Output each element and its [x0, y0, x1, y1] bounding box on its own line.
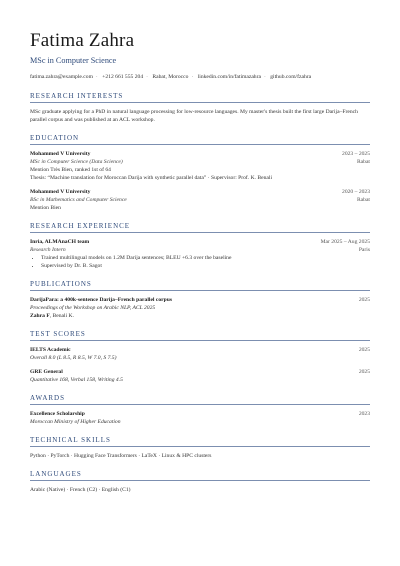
section-title-publications: PUBLICATIONS: [30, 280, 370, 291]
candidate-name: Fatima Zahra: [30, 30, 135, 51]
test-detail: Overall 8.0 (L 8.5, R 8.5, W 7.0, S 7.5): [30, 355, 117, 361]
award-detail: Moroccan Ministry of Higher Education: [30, 419, 121, 425]
institution-name: Mohammed V University: [30, 151, 91, 157]
education-detail: Mention Très Bien, ranked 1st of 64: [30, 167, 111, 173]
institution-name: Mohammed V University: [30, 189, 91, 195]
section-title-awards: AWARDS: [30, 394, 370, 405]
education-detail: Mention Bien: [30, 205, 61, 211]
candidate-subtitle: MSc in Computer Science: [30, 56, 117, 65]
entry-location: Paris: [358, 247, 370, 253]
test-detail: Quantitative 168, Verbal 158, Writing 4.5: [30, 377, 123, 383]
experience-bullets: [30, 254, 370, 270]
education-entry: [30, 188, 370, 212]
section-title-education: EDUCATION: [30, 134, 370, 145]
linkedin-link[interactable]: linkedin.com/in/fatimazahra: [197, 74, 261, 80]
degree-name: BSc in Mathematics and Computer Science: [30, 197, 127, 203]
publication-entry: [30, 296, 370, 320]
email-link[interactable]: fatima.zahra@example.com: [30, 74, 93, 80]
test-name: GRE General: [30, 369, 63, 375]
experience-entry: [30, 238, 370, 270]
contact-line: [30, 74, 370, 80]
bullet-item: • Trained multilingual models on 1.2M Darija sentences; BLEU +6.3 over the baseline: [41, 254, 370, 262]
test-name: IELTS Academic: [30, 347, 71, 353]
contact-separator: ·: [263, 74, 266, 80]
entry-dates: 2020 – 2023: [342, 189, 370, 195]
role-title: Research Intern: [30, 247, 66, 253]
education-detail: Thesis: “Machine translation for Moroccan Darija with synthetic parallel data” · Supervisor: Prof. K. Benali: [30, 175, 273, 181]
publication-title: DarijaPara: a 400k-sentence Darija–French parallel corpus: [30, 297, 173, 303]
research-interests-text: MSc graduate applying for a PhD in natural language processing for low-resource languages. My master's thesis built the first large Darija–French parallel corpus and was published at an ACL workshop.: [30, 109, 358, 123]
contact-separator: ·: [146, 74, 148, 80]
location-text: Rabat, Morocco: [152, 74, 189, 80]
test-score-entry: [30, 368, 370, 384]
technical-skills-text: Python · PyTorch · Hugging Face Transformers · LaTeX · Linux & HPC clusters: [30, 453, 212, 459]
publication-venue: Proceedings of the Workshop on Arabic NLP, ACL 2025: [30, 305, 156, 311]
languages-text: Arabic (Native) · French (C2) · English (C1): [30, 487, 131, 493]
test-score-entry: [30, 346, 370, 362]
award-entry: [30, 410, 370, 426]
section-title-technical-skills: TECHNICAL SKILLS: [30, 436, 370, 447]
bullet-item: • Supervised by Dr. B. Sagot: [41, 262, 370, 270]
contact-separator: ·: [191, 74, 194, 80]
entry-dates: Mar 2025 – Aug 2025: [320, 239, 370, 245]
education-entry: [30, 150, 370, 182]
entry-dates: 2023 – 2025: [342, 151, 370, 157]
award-name: Excellence Scholarship: [30, 411, 85, 417]
section-title-test-scores: TEST SCORES: [30, 330, 370, 341]
publication-authors: [30, 312, 370, 320]
author-others: , Benali K.: [49, 313, 74, 319]
contact-separator: ·: [95, 74, 98, 80]
section-title-research-interests: RESEARCH INTERESTS: [30, 92, 370, 103]
publication-year: 2025: [358, 297, 370, 303]
section-title-research-experience: RESEARCH EXPERIENCE: [30, 222, 370, 233]
award-year: 2023: [358, 411, 370, 417]
entry-location: Rabat: [356, 159, 370, 165]
organization-name: Inria, ALMAnaCH team: [30, 239, 90, 245]
github-link[interactable]: github.com/fzahra: [270, 74, 312, 80]
test-year: 2025: [358, 347, 370, 353]
author-self: Zahra F: [30, 313, 50, 319]
entry-location: Rabat: [356, 197, 370, 203]
phone-number: +212 661 555 204: [102, 74, 144, 80]
degree-name: MSc in Computer Science (Data Science): [30, 159, 123, 165]
test-year: 2025: [358, 369, 370, 375]
section-title-languages: LANGUAGES: [30, 470, 370, 481]
